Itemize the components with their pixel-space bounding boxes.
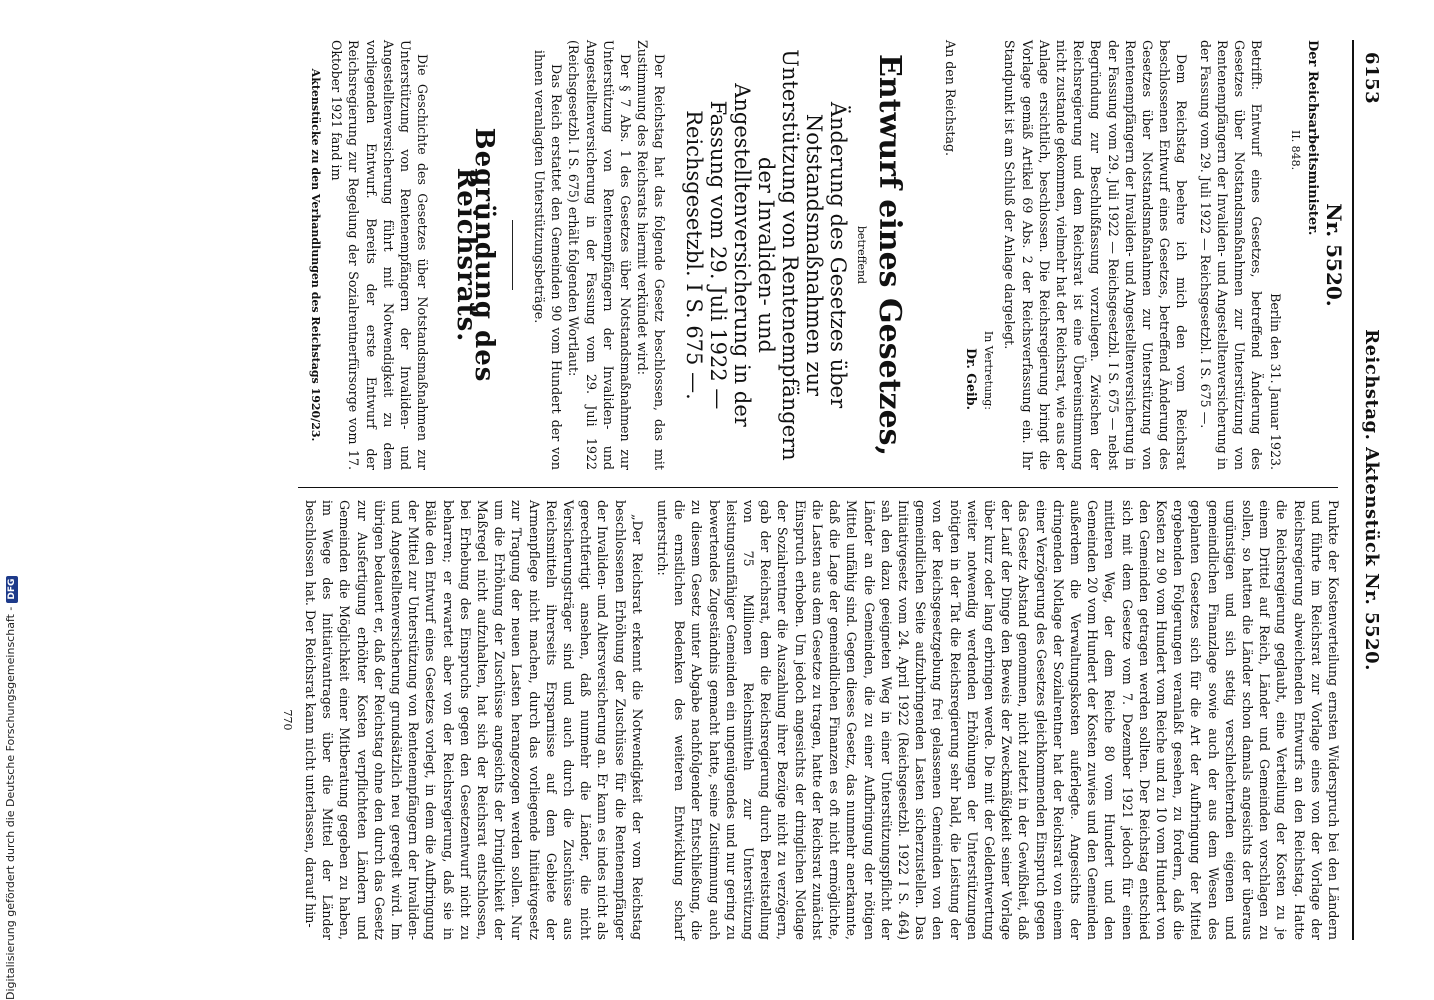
draft-subtitle: Änderung des Gesetzes über Notstandsmaßnahmen zur Unterstützung von Rentenempfängern der Invaliden- und Angestelltenversicherung in der Fassung vom 29. Juli 1922 — Reichsgesetzbl. I S. 675 —. [682, 49, 851, 461]
paragraph-1: Punkte der Kostenverteilung ernsten Widerspruch bei den Ländern und führte im Reichsrat zur Vorlage eines von der Vorlage der Reichsregierung abweichenden Entwurfs an den Reichstag. Hatte die Reichsregierung geglaubt, eine Verteilung der Kosten zu je einem Drittel auf Reich, Länder und Gemeinden vorschlagen zu sollen, so hatten die Länder schon damals angesichts der überaus ungünstigen und sich stetig verschlechternden eigenen und gemeindlichen Finanzlage sowie auch der aus dem Wesen des geplanten Gesetzes sich für die Art der Aufbringung der Mittel ergebenden Folgerungen veranlaßt gesehen, zu fordern, daß die Kosten zu 90 vom Hundert vom Reiche und zu 10 vom Hundert von den Gemeinden getragen werden sollten. Der Reichstag entschied sich mit dem Gesetze vom 7. Dezember 1921 jedoch für einen mittleren Weg, der dem Reiche 80 vom Hundert und den Gemeinden 20 vom Hundert der Kosten zuwies und den Gemeinden außerdem die Verwaltungskosten auferlegte. Angesichts der dringenden Notlage der Sozialrentner hat der Reichsrat von einem einer Verzögerung des Gesetzes gleichkommenden Einspruch gegen das Gesetz Abstand genommen, nicht zuletzt in der Gewißheit, daß der Lauf der Dinge den Beweis der Zweckmäßigkeit seiner Vorlage über kurz oder lang erbringen werde. Die mit der Geldentwertung weiter notwendig werdenden Erhöhungen der Unterstützungen nötigten in der Tat die Reichsregierung sehr bald, die Leistung der von der Reichsgesetzgebung frei gelassenen Gemeinden von den gemeindlichen Seite aufzubringenden Lasten sicherzustellen. Das Initiativgesetz vom 24. April 1922 (Reichsgesetzbl. 1922 I S. 464) sah den dazu geeigneten Weg in einer Unterstützungspflicht der Länder an die Gemeinden, die zu einer Aufbringung der nötigen Mittel unfähig sind. Gegen dieses Gesetz, das nunmehr anerkannte, daß die Lage der gemeindlichen Finanzen es oft nicht ermöglichte, die Lasten aus dem Gesetze zu tragen, hatte der Reichsrat zunächst Einspruch erhoben. Um jedoch angesichts der dringlichen Notlage der Sozialrentner die Auszahlung ihrer Bezüge nicht zu verzögern, gab der Reichsrat, dem die Reichsregierung durch Bereitstellung von 75 Millionen Reichsmitteln zur Unterstützung leistungsunfähiger Gemeinden ein ungenügendes und nur gering zu bewertendes Zugeständnis gemacht hatte, seine Zustimmung auch zu diesem Gesetz unter Abgabe nachfolgender Entschließung, die die ernstlichen Bedenken des weiteren Entwicklung scharf unterstrich: [655, 500, 1341, 940]
dfg-logo-icon: DFG [6, 576, 18, 603]
law-quote: Das Reich erstattet den Gemeinden 90 vom Hundert der von ihnen veranlagten Unterstützungsbeträge. [531, 50, 565, 470]
sender: Der Reichsarbeitsminister. [1304, 40, 1320, 236]
reference-number: II. 848. [1288, 130, 1302, 171]
paragraph-2-resolution: „Der Reichsrat erkennt die Notwendigkeit der vom Reichstag beschlossenen Erhöhung der Zuschüsse für die Rentenempfänger der Invaliden- und Altersversicherung an. Er kann es indes nicht als gerechtfertigt ansehen, daß nunmehr die Länder, die nicht Versicherungsträger sind und auch durch die Zuschüsse aus Reichsmitteln ihrerseits Ersparnisse auf dem Gebiete der Armenpflege nicht machen, durch das vorliegende Initiativgesetz zur Tragung der neuen Lasten herangezogen werden sollen. Nur um die Erhöhung der Zuschüsse angesichts der Dringlichkeit der Maßregel nicht aufzuhalten, hat sich der Reichsrat entschlossen, bei Erhebung des Einspruchs gegen den Gesetzentwurf nicht zu beharren; er erwartet aber von der Reichsregierung, daß sie in Bälde den Entwurf eines Gesetzes vorlegt, in dem die Aufbringung der Mittel zur Unterstützung von Rentenempfängern der Invaliden- und Angestelltenversicherung grundsätzlich neu geregelt wird. Im übrigen bedauert er, daß der Reichstag ohne den durch das Gesetz zur Ausfertigung erhöhter Kosten verpflichteten Ländern und Gemeinden die Möglichkeit einer Mitberatung gegeben zu haben, im Wege des Initiativantrages über die Mittel der Länder beschlossen hat. Der Reichsrat kann nicht unterlassen, darauf hin- [303, 500, 645, 940]
section-separator [512, 220, 513, 290]
addressee: An den Reichstag. [942, 40, 958, 157]
page-number: 6153 [1361, 52, 1382, 105]
betrifft-line: Betrifft: Entwurf eines Gesetzes, betreffend Änderung des Gesetzes über Notstandsmaßnahmen zur Unterstützung von Rentenempfängern der Invaliden- und Angestelltenversicherung in der Fassung vom 29. Juli 1922 — Reichsgesetzbl. I S. 675 —. [1197, 40, 1265, 470]
document-number: Nr. 5520. [1322, 203, 1346, 307]
signature-prefix: In Vertretung: [982, 330, 996, 410]
right-column [279, 500, 1342, 940]
law-text: Der § 7 Abs. 1 des Gesetzes über Notstandsmaßnahmen zur Unterstützung von Rentenempfängern der Invaliden- und Angestelltenversicherung in der Fassung vom 29. Juli 1922 (Reichsgesetzbl. I S. 675) erhält folgenden Wortlaut: [566, 40, 633, 470]
begruendung-title: Begründung des Reichsrats. [451, 127, 499, 383]
draft-title: Entwurf eines Gesetzes, [871, 53, 907, 457]
running-title: Reichstag. Aktenstück Nr. 5520. [1361, 329, 1382, 671]
column-divider [298, 487, 1338, 488]
digitization-note [4, 576, 18, 1000]
header-rule [1352, 40, 1354, 940]
cover-letter-body: Dem Reichstag beehre ich mich den vom Reichsrat beschlossenen Entwurf eines Gesetzes, betreffend Änderung des Gesetzes über Notstandsmaßnahmen zur Unterstützung von Rentenempfängern der Invaliden- und Angestelltenversicherung in der Fassung vom 29. Juli 1922 — Reichsgesetzbl. I S. 675 — nebst Begründung zur Beschlußfassung vorzulegen. Zwischen der Reichsregierung und dem Reichsrat ist eine Übereinstimmung nicht zustande gekommen, vielmehr hat der Reichsrat, wie aus der Anlage ersichtlich, beschlossen. Die Reichsregierung bringt die Vorlage gemäß Artikel 69 Abs. 2 der Reichsverfassung ein. Ihr Standpunkt ist am Schluß der Anlage dargelegt. [1002, 40, 1190, 470]
page-footer: Aktenstücke zu den Verhandlungen des Reichstags 1920/23. [309, 68, 323, 442]
left-column [307, 40, 1346, 470]
law-intro: Der Reichstag hat das folgende Gesetz beschlossen, das mit Zustimmung des Reichsrats hiermit verkündet wird: [635, 40, 668, 470]
date-line: Berlin den 31. Januar 1923. [1268, 293, 1284, 470]
signature: Dr. Geib. [963, 348, 979, 410]
begruendung-body: Die Geschichte des Gesetzes über Notstandsmaßnahmen zur Unterstützung von Rentenempfängern der Invaliden- und Angestelltenversicherung führt mit Notwendigkeit zu dem vorliegenden Entwurf. Bereits der erste Entwurf der Reichsregierung zur Regelung der Sozialrentnerfürsorge vom 17. Oktober 1921 fand im [329, 40, 431, 470]
bottom-page-number: 770 [280, 709, 294, 731]
digitization-text: Digitalisierung gefördert durch die Deutsche Forschungsgemeinschaft - [4, 606, 17, 1000]
draft-betreffend: betreffend [854, 225, 868, 285]
